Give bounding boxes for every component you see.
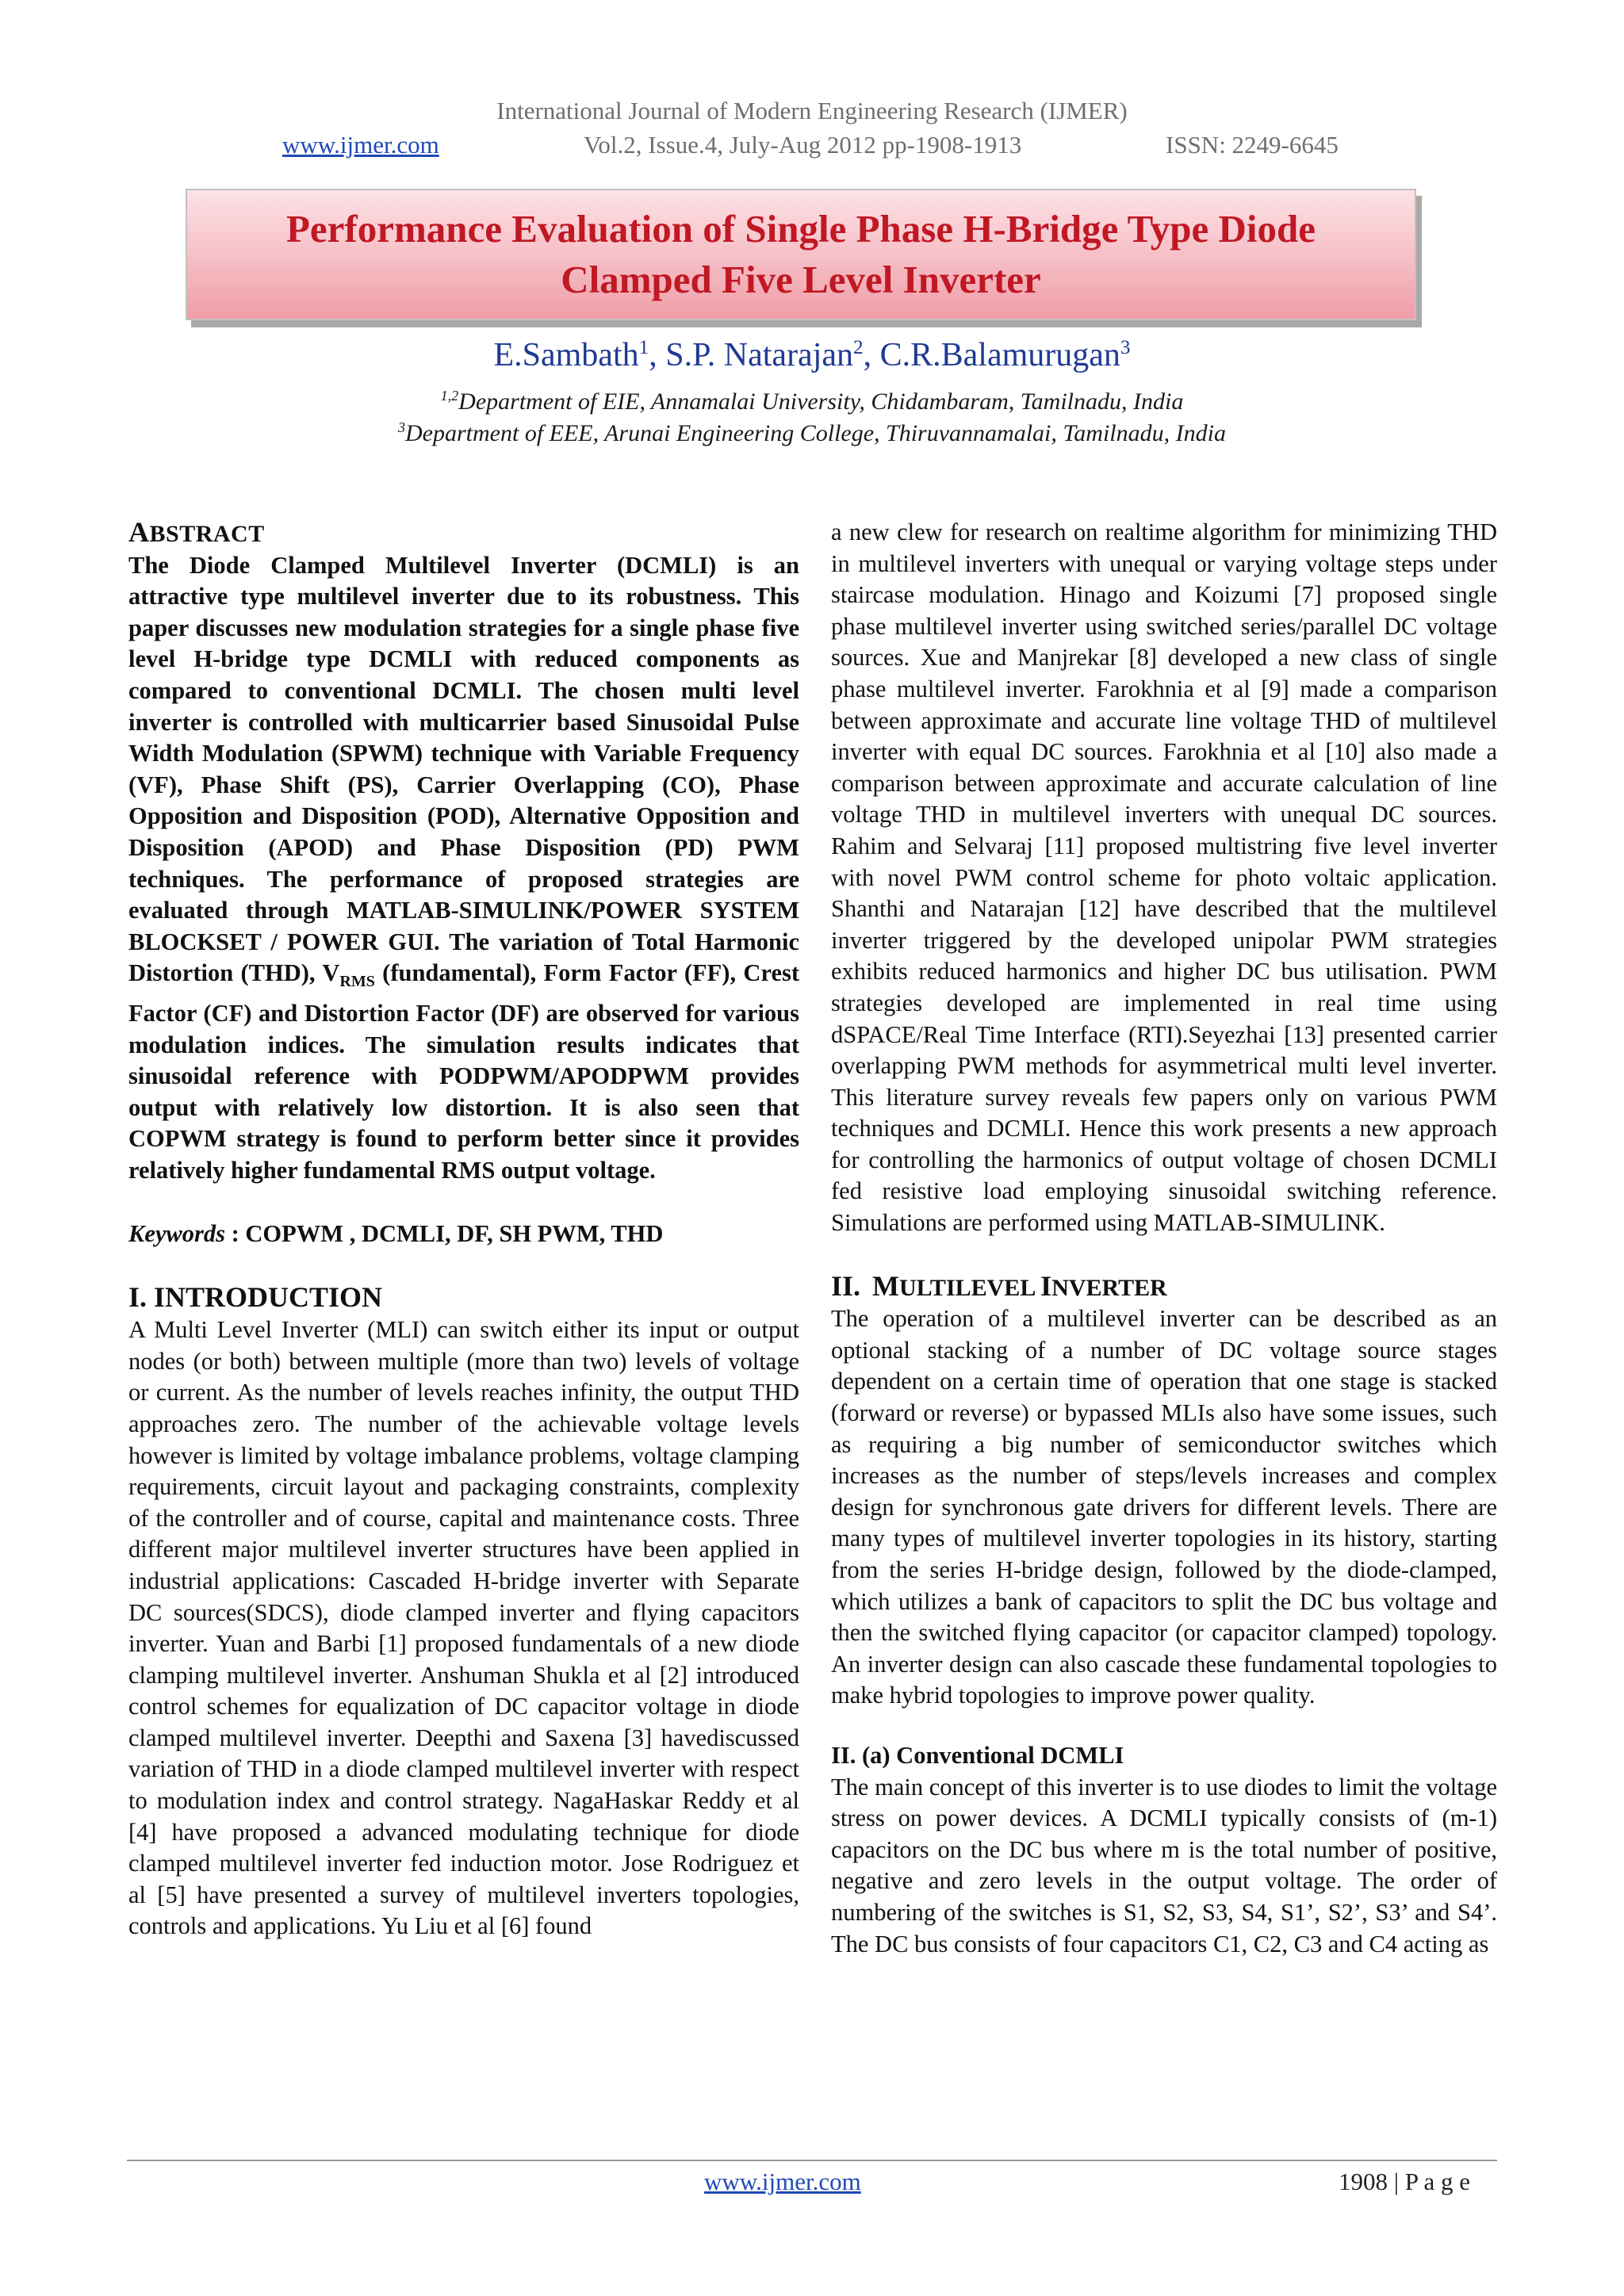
footer-url-link[interactable]: www.ijmer.com xyxy=(704,2168,861,2195)
keywords-label: Keywords xyxy=(128,1219,225,1247)
abstract-heading xyxy=(128,517,799,550)
keywords xyxy=(128,1219,799,1250)
paper-title-line-1: Performance Evaluation of Single Phase H-Bridge Type Diode xyxy=(286,207,1316,251)
affiliation-1-sup: 1,2 xyxy=(440,388,459,404)
authors xyxy=(0,336,1624,374)
section-2-text: The operation of a multilevel inverter can be described as an optional stacking of a number of DC voltage source stages dependent on a certain time of operation that one stage is stacked (forward or reverse) or bypassed MLIs also have some issues, such as requiring a big number of semiconductor switches which increases as the number of steps/levels increases and complex design for synchronous gate drivers for different levels. There are many types of multilevel inverter topologies in its history, starting from the series H-bridge design, followed by the diode-clamped, which utilizes a bank of capacitors to split the DC bus voltage and then the switched flying capacitor (or capacitor clamped) topology. An inverter design can also cascade these fundamental topologies to make hybrid topologies to improve power quality. xyxy=(831,1305,1497,1709)
affiliation-2-text: Department of EEE, Arunai Engineering College, Thiruvannamalai, Tamilnadu, India xyxy=(405,420,1226,446)
section-2-initial-i: I xyxy=(1040,1269,1052,1302)
author-1: E.Sambath xyxy=(493,337,639,373)
abstract-heading-initial: A xyxy=(128,516,150,548)
volume-info: Vol.2, Issue.4, July-Aug 2012 pp-1908-1913 xyxy=(584,131,1022,159)
section-2-number: II. xyxy=(831,1269,861,1302)
title-box xyxy=(186,189,1416,320)
author-1-sup: 1 xyxy=(638,337,649,358)
keywords-text: : COPWM , DCMLI, DF, SH PWM, THD xyxy=(225,1219,664,1247)
vrms-subscript: RMS xyxy=(339,973,375,991)
section-2-heading xyxy=(831,1271,1497,1304)
author-3: , C.R.Balamurugan xyxy=(863,337,1120,373)
abstract-text-part-2: (fundamental), Form Factor (FF), Crest Factor (CF) and Distortion Factor (DF) are observed for various modulation indices. The simulation results indicates that sinusoidal reference with PODPWM/APODPWM provides output with relatively low distortion. It is also seen that COPWM strategy is found to perform better since it provides relatively higher fundamental RMS output voltage. xyxy=(128,959,800,1184)
section-2a-heading: II. (a) Conventional DCMLI xyxy=(831,1741,1124,1769)
section-2-word-2: NVERTER xyxy=(1051,1274,1167,1301)
introduction-heading: I. INTRODUCTION xyxy=(128,1281,383,1314)
abstract-text xyxy=(128,550,799,1187)
affiliation-2 xyxy=(0,420,1624,447)
abstract-text-part-1: The Diode Clamped Multilevel Inverter (DCMLI) is an attractive type multilevel inverter due to its robustness. This paper discusses new modulation strategies for a single phase five level H-bridge type DCMLI with reduced components as compared to conventional DCMLI. The chosen multi level inverter is controlled with multicarrier based Sinusoidal Pulse Width Modulation (SPWM) technique with Variable Frequency (VF), Phase Shift (PS), Carrier Overlapping (CO), Phase Opposition and Disposition (POD), Alternative Opposition and Disposition (APOD) and Phase Disposition (PD) PWM techniques. The performance of proposed strategies are evaluated through MATLAB-SIMULINK/POWER SYSTEM BLOCKSET / POWER GUI. The variation of Total Harmonic Distortion (THD), V xyxy=(128,551,799,987)
page-number: 1908 | P a g e xyxy=(1339,2168,1471,2195)
journal-url-link[interactable]: www.ijmer.com xyxy=(282,131,439,159)
journal-name: International Journal of Modern Engineering Research (IJMER) xyxy=(496,97,1128,124)
introduction-text-left: A Multi Level Inverter (MLI) can switch either its input or output nodes (or both) between multiple (more than two) levels of voltage or current. As the number of levels reaches infinity, the output THD approaches zero. The number of the achievable voltage levels however is limited by voltage imbalance problems, voltage clamping requirements, circuit layout and packaging constraints, complexity of the controller and of course, capital and maintenance costs. Three different major multilevel inverter structures have been applied in industrial applications: Cascaded H-bridge inverter with Separate DC sources(SDCS), diode clamped inverter and flying capacitors inverter. Yuan and Barbi [1] proposed fundamentals of a new diode clamping multilevel inverter. Anshuman Shukla et al [2] introduced control schemes for equalization of DC capacitor voltage in diode clamped multilevel inverter. Deepthi and Saxena [3] havediscussed variation of THD in a diode clamped multilevel inverter with respect to modulation index and control strategy. NagaHaskar Reddy et al [4] have proposed a advanced modulating technique for diode clamped multilevel inverter fed induction motor. Jose Rodriguez et al [5] have presented a survey of multilevel inverters topologies, controls and applications. Yu Liu et al [6] found xyxy=(128,1316,799,1940)
left-column xyxy=(128,517,799,1942)
author-2: , S.P. Natarajan xyxy=(649,337,854,373)
section-2a-text: The main concept of this inverter is to use diodes to limit the voltage stress on power devices. A DCMLI typically consists of (m-1) capacitors on the DC bus where m is the total number of positive, negative and zero levels in the output voltage. The order of numbering of the switches is S1, S2, S3, S4, S1’, S2’, S3’ and S4’. The DC bus consists of four capacitors C1, C2, C3 and C4 acting as xyxy=(831,1773,1497,1957)
author-2-sup: 2 xyxy=(853,337,864,358)
right-column xyxy=(831,517,1497,1960)
issn: ISSN: 2249-6645 xyxy=(1166,131,1339,159)
paper-title-line-2: Clamped Five Level Inverter xyxy=(561,258,1041,301)
affiliation-2-sup: 3 xyxy=(398,419,406,435)
introduction-text-right: a new clew for research on realtime algorithm for minimizing THD in multilevel inverters with unequal or varying voltage steps under staircase modulation. Hinago and Koizumi [7] proposed single phase multilevel inverter using switched series/parallel DC voltage sources. Xue and Manjrekar [8] developed a new class of single phase multilevel inverter. Farokhnia et al [9] made a comparison between approximate and accurate line voltage THD of multilevel inverter with equal DC sources. Farokhnia et al [10] also made a comparison between approximate and accurate calculation of line voltage THD in multilevel inverters with unequal DC sources. Rahim and Selvaraj [11] proposed multistring five level inverter with novel PWM control scheme for photo voltaic application. Shanthi and Natarajan [12] have described that the multilevel inverter triggered by the developed unipolar PWM strategies exhibits reduced harmonics and higher DC bus utilisation. PWM strategies developed are implemented in real time using dSPACE/Real Time Interface (RTI).Seyezhai [13] presented carrier overlapping PWM methods for asymmetrical multi level inverter. This literature survey reveals few papers only on various PWM techniques and DCMLI. Hence this work presents a new approach for controlling the harmonics of output voltage of chosen DCMLI fed resistive load employing sinusoidal switching reference. Simulations are performed using MATLAB-SIMULINK. xyxy=(831,519,1497,1237)
author-3-sup: 3 xyxy=(1120,337,1131,358)
section-2-word-1: ULTILEVEL xyxy=(899,1274,1035,1301)
affiliation-1-text: Department of EIE, Annamalai University, Chidambaram, Tamilnadu, India xyxy=(458,388,1184,415)
footer-divider xyxy=(127,2160,1497,2161)
abstract-heading-rest: BSTRACT xyxy=(149,521,265,547)
section-2-initial-m: M xyxy=(872,1269,900,1302)
affiliation-1 xyxy=(0,388,1624,415)
